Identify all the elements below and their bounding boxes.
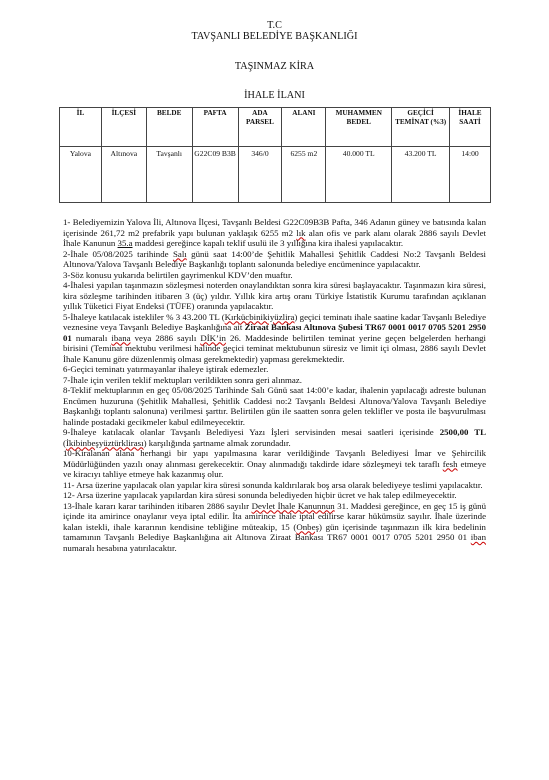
clause-7: 7-İhale için verilen teklif mektupları verildikten sonra geri alınmaz. <box>63 374 302 385</box>
header-subject: TAŞINMAZ KİRA <box>234 61 315 72</box>
th-il: İL <box>60 108 102 147</box>
cell-muhammen-bedel: 40.000 TL <box>326 147 392 203</box>
cell-il: Yalova <box>60 147 102 203</box>
clause-9-text3: ) karşılığında şartname almak zorundadır. <box>143 437 291 448</box>
header-notice-title: İHALE İLANI <box>244 90 305 101</box>
clause-13-text4: numaralı hesabına yatırılacaktır. <box>63 542 177 553</box>
auction-table <box>59 107 491 203</box>
clause-4: 4-İhalesi yapılan taşınmazın sözleşmesi noterden onaylandıktan sonra kira süresi başlayacaktır. Taşınmazın kira süresi, kira sözleşme tarihinden itibaren 3 (üç) yıldır. Yıllık kira artış oranı Türkiye İstatistik Kurumu tarafından açıklanan yıllık Tüketici Fiyat Endeksi (TÜFE) oranında yapılacaktır. <box>63 280 486 311</box>
th-ihale-saati: İHALE SAATİ <box>450 108 491 147</box>
header-tc: T.C <box>267 20 282 31</box>
clause-1 <box>63 217 486 249</box>
clause-10-fesh: fesh <box>442 458 458 469</box>
clause-5 <box>63 312 486 365</box>
clause-10-text2: etmeye ve kiracıyı tahliye etmeye hak kazanmış olur. <box>63 458 487 479</box>
clause-9-text2: ( <box>63 437 66 448</box>
cell-ihale-saati: 14:00 <box>450 147 491 203</box>
clause-2-text2: günü saat 14:00’de Şehitlik Mahallesi Şehitlik Caddesi No:2 Tavşanlı Beldesi Altınova/Yalova Tavşanlı Belediye Başkanlığı toplantı salonunda belediye encümenince yapılacaktır. <box>63 248 486 269</box>
table-row <box>60 147 491 203</box>
clause-1-lik: lık <box>296 227 306 238</box>
clause-10-text: 10-Kiralanan alana herhangi bir yapı yapılmasına karar verildiğinde Tavşanlı Belediyesi İmar ve Şehircilik Müdürlüğünden yazılı onay alınması gerekecektir. Onay alınmadığı takdirde idare sözleşmeyi tek taraflı <box>63 448 486 469</box>
cell-belde: Tavşanlı <box>146 147 192 203</box>
clause-5-dik: DİK’in <box>200 332 226 343</box>
cell-ilce: Altınova <box>101 147 146 203</box>
notice-body <box>63 217 486 553</box>
clause-9-fee: 2500,00 TL <box>439 427 487 437</box>
cell-pafta: G22C09 B3B <box>192 147 238 203</box>
cell-gecici-teminat: 43.200 TL <box>392 147 450 203</box>
cell-ada-parsel: 346/0 <box>238 147 282 203</box>
clause-9-text: 9-İhaleye katılacak olanlar Tavşanlı Belediyesi Yazı İşleri servisinden mesai saatleri içerisinde <box>63 427 440 437</box>
th-ada-parsel: ADA PARSEL <box>238 108 282 147</box>
th-pafta: PAFTA <box>192 108 238 147</box>
clause-5-ibana: ibana <box>111 332 131 343</box>
clause-5-text5: 26. Maddesinde belirtilen teminat yerine geçen belgelerden herhangi birisini (Teminat mektubu verilmesi halinde geçici teminat mektubunun süresiz ve limit içi olması, 2886 sayılı Devlet İhale Kanunu göre düzenlenmiş olması gerekmektedir) yapması gerekmektedir. <box>63 332 486 364</box>
clause-6: 6-Geçici teminatı yatırmayanlar ihaleye iştirak edemezler. <box>63 364 269 374</box>
clause-5-text3: numaralı <box>71 332 112 343</box>
th-ilce: İLÇESİ <box>101 108 146 147</box>
clause-13-law: Devlet İhale Kanunnun <box>251 500 335 511</box>
clause-1-article: 35.a <box>117 238 133 248</box>
clause-5-bank-account: Ziraat Bankası Altınova Şubesi TR67 0001 0017 0705 5201 2950 01 <box>63 322 487 343</box>
th-gecici-teminat: GEÇİCİ TEMİNAT (%3) <box>392 108 450 147</box>
clause-13-text: 13-İhale kararı karar tarihinden itibaren 2886 sayılır <box>63 500 252 511</box>
clause-2-text: 2-İhale 05/08/2025 tarihinde <box>63 248 173 259</box>
clause-13-onbes: Onbeş <box>296 521 319 532</box>
clause-13 <box>63 501 486 554</box>
clause-5-amount-words: Kırkücbinikiyüzlira <box>224 311 295 322</box>
cell-alani: 6255 m2 <box>282 147 326 203</box>
clause-13-text2: 31. Maddesi gereğince, en geç 15 iş günü içinde ita amirince onaylanır veya iptal edilir. İta amirince ihale iptal edilirse karar hükümsüz sayılır. İhale üzerinde kalan istekli, ihale kararının kendisine tebliğine müteakip, 15 ( <box>63 500 487 532</box>
clause-9-fee-words: İkibinbeşyüztürklirası <box>65 437 144 448</box>
clause-5-text2: ) geçici teminatı ihale saatine kadar Tavşanlı Belediye veznesine veya Tavşanlı Belediye Başkanlığına ait <box>63 311 486 332</box>
clause-5-text: 5-İhaleye katılacak istekliler % 3 43.200 TL ( <box>63 311 225 322</box>
clause-2-day: Salı <box>172 248 187 259</box>
th-belde: BELDE <box>146 108 192 147</box>
clause-12: 12- Arsa üzerine yapılacak yapılardan kira süresi sonunda belediyeden hiçbir ücret ve hak talep edilmeyecektir. <box>63 490 457 500</box>
th-alani: ALANI <box>282 108 326 147</box>
clause-8: 8-Teklif mektuplarının en geç 05/08/2025 Tarihinde Salı Günü saat 14:00’e kadar, ihalenin yapılacağı adreste bulunan Encümen huzuruna (Şehitlik Mahallesi, Şehitlik Caddesi no:2 Tavşanlı Beldesi Altınova/Yalova Tavşanlı Belediye Başkanlığı toplantı salonuna) verilmesi şarttır. Belirtilen gün ile saatten sonra gelen teklifler ve posta ile başvurulması halinde postadaki gecikmeler kabul edilmeyecektir. <box>63 385 486 427</box>
clause-1-text: 1- Belediyemizin Yalova İli, Altınova İlçesi, Tavşanlı Beldesi G22C09B3B Pafta, 346 Adanın güney ve batısında kalan içerisinde 261,72 m2 prefabrik yapı bulunan yaklaşık 6255 m2 <box>63 217 486 238</box>
clause-10 <box>63 448 486 480</box>
header-institution: TAVŞANLI BELEDİYE BAŞKANLIĞI <box>191 31 358 42</box>
clause-2 <box>63 249 486 270</box>
clause-3: 3-Söz konusu yukarıda belirtilen gayrimenkul KDV’den muaftır. <box>63 269 293 280</box>
clause-13-iban: iban <box>470 532 486 542</box>
clause-11: 11- Arsa üzerine yapılacak olan yapılar kira süresi sonunda kaldırılarak boş arsa olarak belediyeye teslimi yapılacaktır. <box>63 479 483 490</box>
clause-5-text4: veya 2886 sayılı <box>130 332 201 343</box>
table-header-row <box>60 108 491 147</box>
clause-1-text3: maddesi gereğince kapalı teklif usulü ile 3 yıllığına kira ihalesi yapılacaktır. <box>132 238 404 248</box>
clause-9 <box>63 427 486 448</box>
clause-1-text2: alan ofis ve park alanı olarak 2886 sayılı Devlet İhale Kanunun <box>63 227 486 248</box>
clause-13-text3: ) gün içerisinde taşınmazın ilk kira bedelinin tamamının Tavşanlı Belediye Başkanlığına ait Altınova Ziraat Bankası TR67 0001 0017 0705 5201 2950 01 <box>63 521 486 542</box>
th-muhammen-bedel: MUHAMMEN BEDEL <box>326 108 392 147</box>
